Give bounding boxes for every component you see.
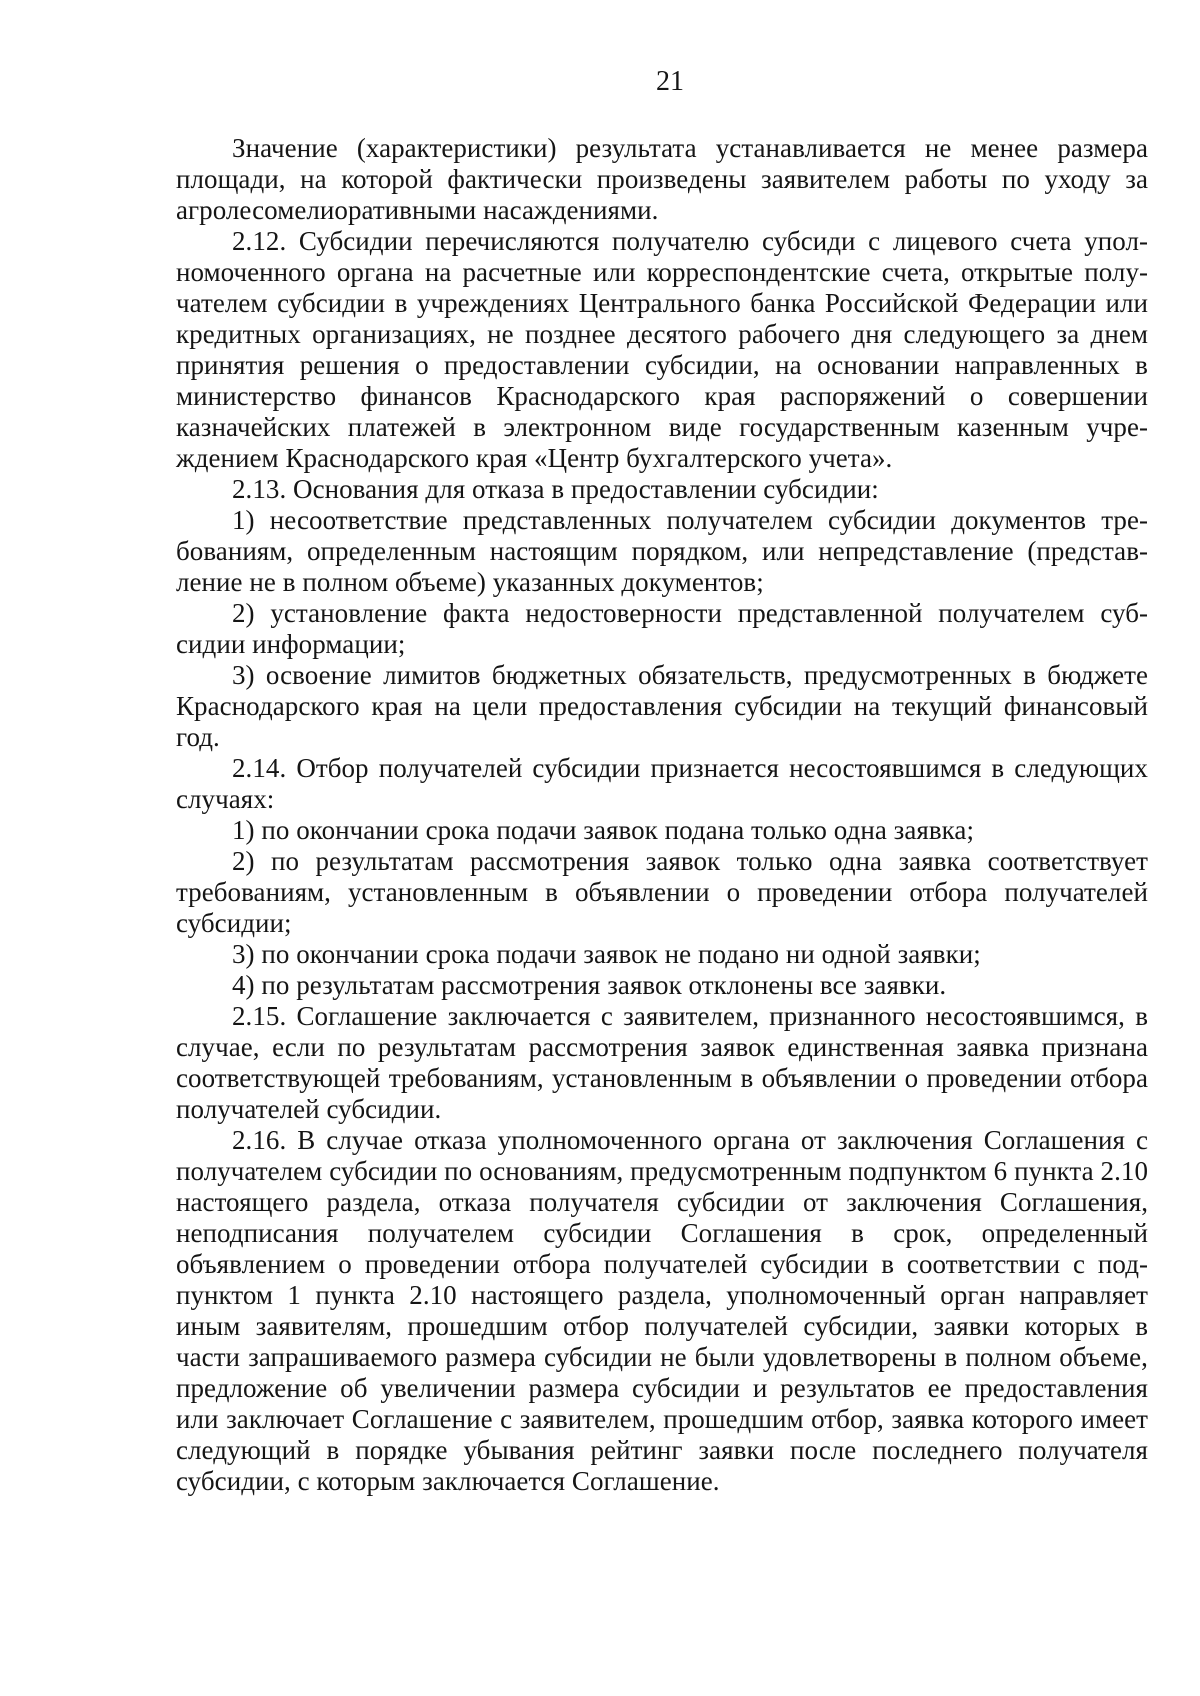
paragraph-2-14-item-1: 1) по окончании срока подачи заявок подана только одна заявка; bbox=[232, 815, 975, 845]
paragraph-2-13-item-1: 1) несоответствие представленных получателем субсидии документов требованиям, определенным настоящим порядком, или непредставление (представление не в полном объеме) указанных документов; bbox=[176, 505, 1148, 597]
paragraph-2-14-item-4: 4) по результатам рассмотрения заявок отклонены все заявки. bbox=[232, 970, 947, 1000]
paragraph-2-14: 2.14. Отбор получателей субсидии признается несостоявшимся в следующих случаях: bbox=[176, 753, 1148, 814]
paragraph-2-16: 2.16. В случае отказа уполномоченного органа от заключения Соглашения с получателем субсидии по основаниям, предусмотренным подпунктом 6 пункта 2.10 настоящего раздела, отказа получателя субсидии от заключения Соглашения, неподписания получателем субсидии Соглашения в срок, определенный объявлением о проведении отбора получателей субсидии в соответствии с подпунктом 1 пункта 2.10 настоящего раздела, уполномоченный орган направляет иным заявителям, прошедшим отбор получателей субсидии, заявки которых в части запрашиваемого размера субсидии не были удовлетворены в полном объеме, предложение об увеличении размера субсидии и результатов ее предоставления или заключает Соглашение с заявителем, прошедшим отбор, заявка которого имеет следующий в порядке убывания рейтинг заявки после последнего получателя субсидии, с которым заключается Соглашение. bbox=[176, 1125, 1148, 1496]
paragraph-2-14-item-2: 2) по результатам рассмотрения заявок только одна заявка соответствует требованиям, установленным в объявлении о проведении отбора получателей субсидии; bbox=[176, 846, 1148, 938]
paragraph-2-14-item-3: 3) по окончании срока подачи заявок не подано ни одной заявки; bbox=[232, 939, 981, 969]
page-number: 21 bbox=[656, 66, 684, 97]
paragraph-result-value: Значение (характеристики) результата устанавливается не менее размера площади, на которой фактически произведены заявителем работы по уходу за агролесомелиоративными насаждениями. bbox=[176, 133, 1148, 225]
paragraph-2-13-item-3: 3) освоение лимитов бюджетных обязательств, предусмотренных в бюджете Краснодарского края на цели предоставления субсидии на текущий финансовый год. bbox=[176, 660, 1148, 752]
paragraph-2-12: 2.12. Субсидии перечисляются получателю субсиди с лицевого счета уполномоченного органа на расчетные или корреспондентские счета, открытые получателем субсидии в учреждениях Центрального банка Российской Федерации или кредитных организациях, не позднее десятого рабочего дня следующего за днем принятия решения о предоставлении субсидии, на основании направленных в министерство финансов Краснодарского края распоряжений о совершении казначейских платежей в электронном виде государственным казенным учреждением Краснодарского края «Центр бухгалтерского учета». bbox=[176, 226, 1148, 473]
paragraph-2-15: 2.15. Соглашение заключается с заявителем, признанного несостоявшимся, в случае, если по результатам рассмотрения заявок единственная заявка признана соответствующей требованиям, установленным в объявлении о проведении отбора получателей субсидии. bbox=[176, 1001, 1148, 1124]
paragraph-2-13-item-2: 2) установление факта недостоверности представленной получателем субсидии информации; bbox=[176, 598, 1148, 659]
paragraph-2-13: 2.13. Основания для отказа в предоставлении субсидии: bbox=[232, 474, 879, 504]
document-body bbox=[176, 133, 1148, 1497]
